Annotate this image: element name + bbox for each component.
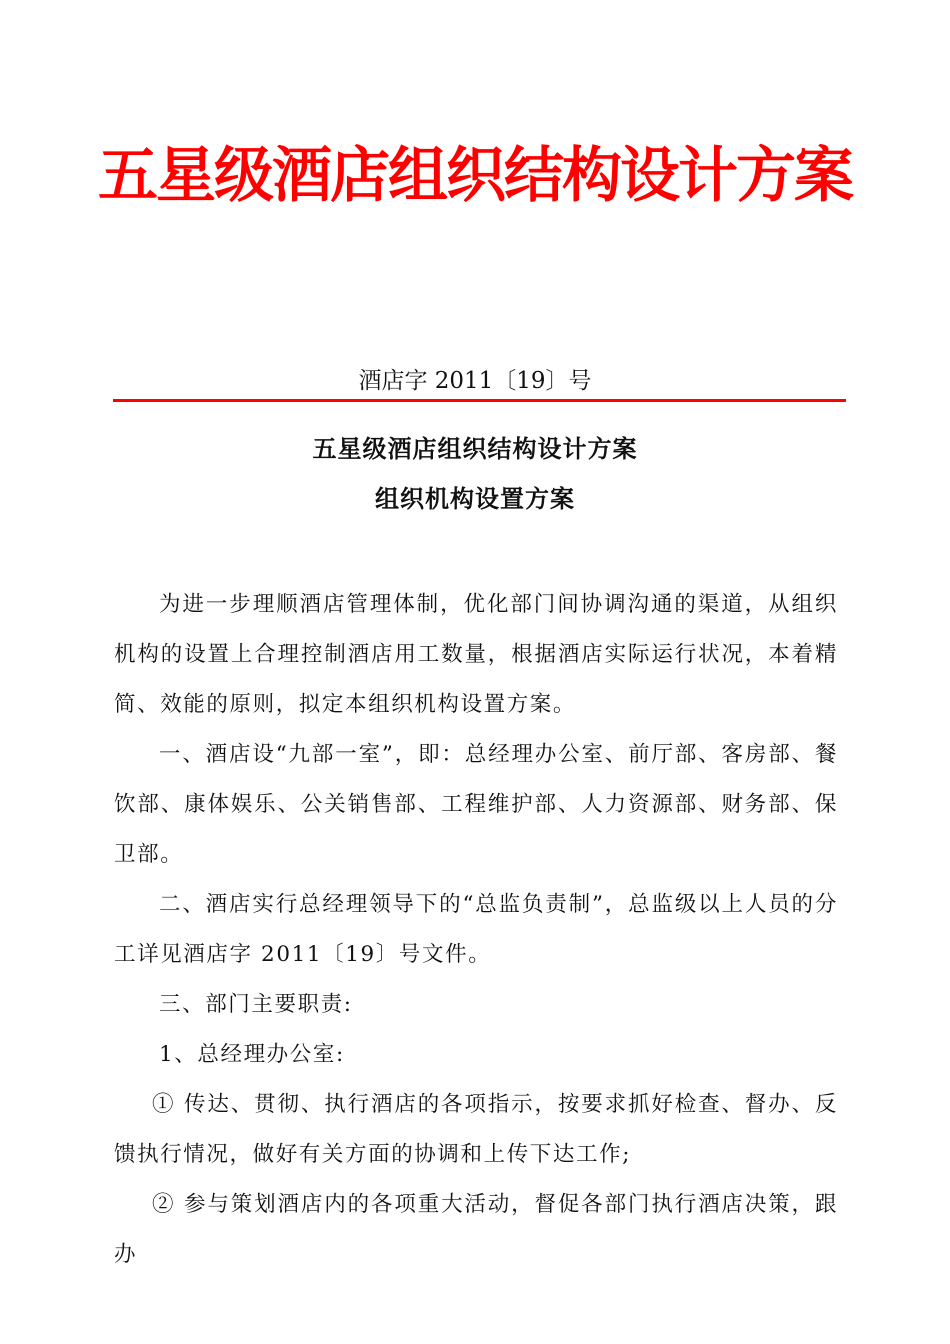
document-number: 酒店字 2011〔19〕号 [358,368,592,394]
document-subtitle: 五星级酒店组织结构设计方案 [312,434,638,463]
paragraph-responsibility: 二、酒店实行总经理领导下的“总监负责制”，总监级以上人员的分工详见酒店字 2011〔19〕号文件。 [114,892,838,967]
paragraph-item-1: ① 传达、贯彻、执行酒店的各项指示，按要求抓好检查、督办、反馈执行情况，做好有关方面的协调和上传下达工作; [114,1092,838,1167]
red-divider-line [113,399,846,402]
paragraph-duties-heading: 三、部门主要职责: [159,992,353,1017]
paragraph-office-heading: 1、总经理办公室: [159,1042,345,1067]
paragraph-intro: 为进一步理顺酒店管理体制，优化部门间协调沟通的渠道，从组织机构的设置上合理控制酒店用工数量，根据酒店实际运行状况，本着精简、效能的原则，拟定本组织机构设置方案。 [114,592,838,717]
main-title: 五星级酒店组织结构设计方案 [98,141,852,211]
paragraph-departments: 一、酒店设“九部一室”，即：总经理办公室、前厅部、客房部、餐饮部、康体娱乐、公关销售部、工程维护部、人力资源部、财务部、保卫部。 [114,742,838,867]
paragraph-item-2: ② 参与策划酒店内的各项重大活动，督促各部门执行酒店决策，跟办 [114,1192,838,1267]
section-title: 组织机构设置方案 [375,484,575,513]
body-text [114,580,838,1280]
